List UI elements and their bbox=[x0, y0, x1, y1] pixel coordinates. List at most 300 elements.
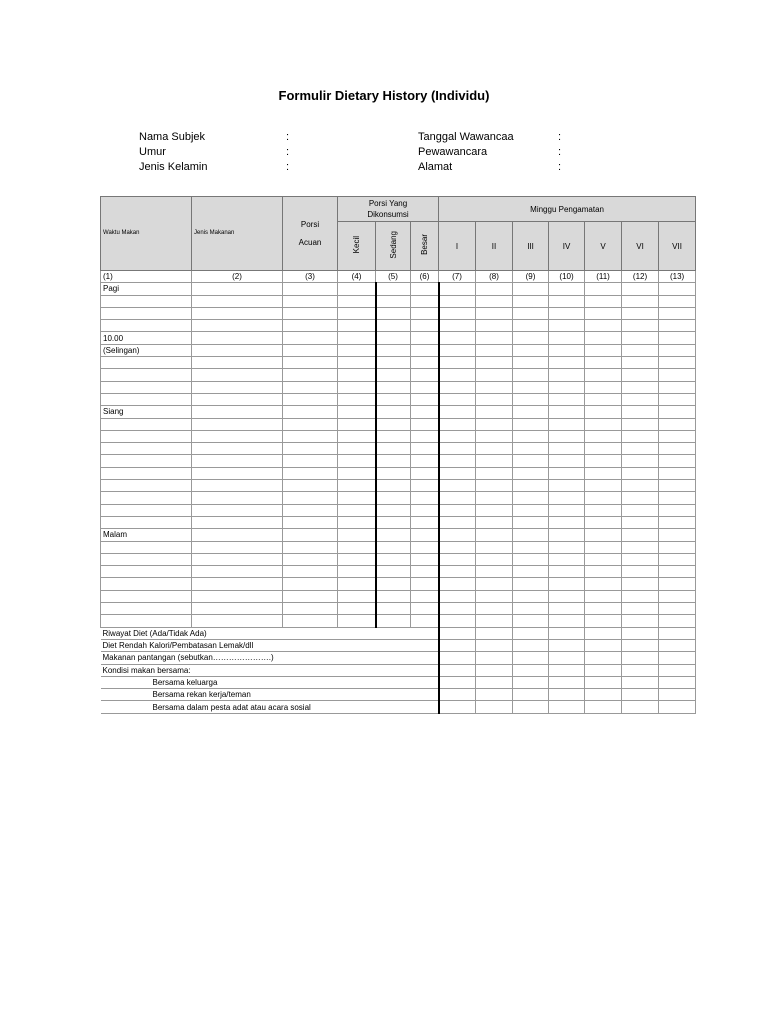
entry-cell[interactable] bbox=[513, 516, 549, 528]
entry-cell[interactable] bbox=[476, 357, 513, 369]
entry-cell[interactable] bbox=[283, 504, 338, 516]
entry-cell[interactable] bbox=[549, 701, 585, 713]
entry-cell[interactable] bbox=[549, 504, 585, 516]
entry-cell[interactable] bbox=[338, 430, 376, 442]
entry-cell[interactable] bbox=[513, 320, 549, 332]
entry-cell[interactable] bbox=[549, 357, 585, 369]
entry-cell[interactable] bbox=[585, 689, 622, 701]
entry-cell[interactable] bbox=[513, 639, 549, 651]
waktu-makan-cell[interactable] bbox=[101, 553, 192, 565]
entry-cell[interactable] bbox=[549, 492, 585, 504]
entry-cell[interactable] bbox=[622, 295, 659, 307]
entry-cell[interactable] bbox=[476, 578, 513, 590]
entry-cell[interactable] bbox=[513, 689, 549, 701]
entry-cell[interactable] bbox=[376, 492, 411, 504]
entry-cell[interactable] bbox=[585, 381, 622, 393]
entry-cell[interactable] bbox=[659, 676, 696, 688]
entry-cell[interactable] bbox=[622, 516, 659, 528]
entry-cell[interactable] bbox=[376, 344, 411, 356]
entry-cell[interactable] bbox=[192, 443, 283, 455]
entry-cell[interactable] bbox=[376, 541, 411, 553]
entry-cell[interactable] bbox=[338, 418, 376, 430]
entry-cell[interactable] bbox=[549, 443, 585, 455]
entry-cell[interactable] bbox=[439, 406, 476, 418]
entry-cell[interactable] bbox=[283, 307, 338, 319]
entry-cell[interactable] bbox=[585, 701, 622, 713]
entry-cell[interactable] bbox=[659, 553, 696, 565]
entry-cell[interactable] bbox=[476, 320, 513, 332]
entry-cell[interactable] bbox=[659, 406, 696, 418]
entry-cell[interactable] bbox=[622, 639, 659, 651]
entry-cell[interactable] bbox=[659, 504, 696, 516]
entry-cell[interactable] bbox=[338, 357, 376, 369]
entry-cell[interactable] bbox=[439, 701, 476, 713]
entry-cell[interactable] bbox=[585, 504, 622, 516]
entry-cell[interactable] bbox=[376, 480, 411, 492]
entry-cell[interactable] bbox=[513, 357, 549, 369]
entry-cell[interactable] bbox=[622, 344, 659, 356]
entry-cell[interactable] bbox=[439, 578, 476, 590]
entry-cell[interactable] bbox=[439, 344, 476, 356]
entry-cell[interactable] bbox=[192, 406, 283, 418]
entry-cell[interactable] bbox=[338, 553, 376, 565]
entry-cell[interactable] bbox=[549, 676, 585, 688]
entry-cell[interactable] bbox=[549, 344, 585, 356]
entry-cell[interactable] bbox=[585, 406, 622, 418]
entry-cell[interactable] bbox=[513, 529, 549, 541]
entry-cell[interactable] bbox=[622, 701, 659, 713]
entry-cell[interactable] bbox=[585, 553, 622, 565]
entry-cell[interactable] bbox=[513, 369, 549, 381]
entry-cell[interactable] bbox=[411, 381, 439, 393]
entry-cell[interactable] bbox=[439, 652, 476, 664]
entry-cell[interactable] bbox=[513, 492, 549, 504]
entry-cell[interactable] bbox=[513, 578, 549, 590]
entry-cell[interactable] bbox=[376, 393, 411, 405]
entry-cell[interactable] bbox=[549, 664, 585, 676]
entry-cell[interactable] bbox=[513, 443, 549, 455]
entry-cell[interactable] bbox=[659, 430, 696, 442]
entry-cell[interactable] bbox=[411, 467, 439, 479]
entry-cell[interactable] bbox=[476, 529, 513, 541]
waktu-makan-cell[interactable] bbox=[101, 393, 192, 405]
entry-cell[interactable] bbox=[513, 590, 549, 602]
entry-cell[interactable] bbox=[192, 430, 283, 442]
entry-cell[interactable] bbox=[338, 443, 376, 455]
waktu-makan-cell[interactable] bbox=[101, 295, 192, 307]
entry-cell[interactable] bbox=[439, 664, 476, 676]
entry-cell[interactable] bbox=[338, 344, 376, 356]
entry-cell[interactable] bbox=[549, 529, 585, 541]
entry-cell[interactable] bbox=[659, 381, 696, 393]
entry-cell[interactable] bbox=[476, 418, 513, 430]
entry-cell[interactable] bbox=[622, 553, 659, 565]
entry-cell[interactable] bbox=[439, 590, 476, 602]
entry-cell[interactable] bbox=[338, 295, 376, 307]
entry-cell[interactable] bbox=[283, 344, 338, 356]
entry-cell[interactable] bbox=[659, 590, 696, 602]
entry-cell[interactable] bbox=[513, 566, 549, 578]
entry-cell[interactable] bbox=[376, 455, 411, 467]
entry-cell[interactable] bbox=[659, 455, 696, 467]
entry-cell[interactable] bbox=[622, 357, 659, 369]
entry-cell[interactable] bbox=[283, 492, 338, 504]
entry-cell[interactable] bbox=[513, 307, 549, 319]
entry-cell[interactable] bbox=[622, 418, 659, 430]
waktu-makan-cell[interactable] bbox=[101, 467, 192, 479]
entry-cell[interactable] bbox=[476, 467, 513, 479]
entry-cell[interactable] bbox=[338, 504, 376, 516]
waktu-makan-cell[interactable] bbox=[101, 480, 192, 492]
entry-cell[interactable] bbox=[439, 295, 476, 307]
entry-cell[interactable] bbox=[192, 369, 283, 381]
entry-cell[interactable] bbox=[338, 320, 376, 332]
entry-cell[interactable] bbox=[376, 529, 411, 541]
entry-cell[interactable] bbox=[439, 676, 476, 688]
entry-cell[interactable] bbox=[585, 443, 622, 455]
entry-cell[interactable] bbox=[411, 516, 439, 528]
entry-cell[interactable] bbox=[513, 652, 549, 664]
entry-cell[interactable] bbox=[338, 615, 376, 627]
entry-cell[interactable] bbox=[283, 553, 338, 565]
entry-cell[interactable] bbox=[622, 541, 659, 553]
entry-cell[interactable] bbox=[338, 590, 376, 602]
entry-cell[interactable] bbox=[659, 516, 696, 528]
waktu-makan-cell[interactable] bbox=[101, 307, 192, 319]
entry-cell[interactable] bbox=[659, 393, 696, 405]
entry-cell[interactable] bbox=[622, 627, 659, 639]
entry-cell[interactable] bbox=[549, 430, 585, 442]
entry-cell[interactable] bbox=[513, 603, 549, 615]
entry-cell[interactable] bbox=[439, 307, 476, 319]
entry-cell[interactable] bbox=[376, 332, 411, 344]
entry-cell[interactable] bbox=[476, 492, 513, 504]
entry-cell[interactable] bbox=[283, 332, 338, 344]
waktu-makan-cell[interactable] bbox=[101, 369, 192, 381]
entry-cell[interactable] bbox=[659, 615, 696, 627]
entry-cell[interactable] bbox=[659, 295, 696, 307]
entry-cell[interactable] bbox=[439, 516, 476, 528]
entry-cell[interactable] bbox=[411, 553, 439, 565]
entry-cell[interactable] bbox=[585, 578, 622, 590]
waktu-makan-cell[interactable] bbox=[101, 443, 192, 455]
entry-cell[interactable] bbox=[476, 369, 513, 381]
entry-cell[interactable] bbox=[476, 295, 513, 307]
entry-cell[interactable] bbox=[549, 295, 585, 307]
entry-cell[interactable] bbox=[549, 393, 585, 405]
entry-cell[interactable] bbox=[338, 381, 376, 393]
entry-cell[interactable] bbox=[439, 627, 476, 639]
entry-cell[interactable] bbox=[585, 541, 622, 553]
waktu-makan-cell[interactable] bbox=[101, 492, 192, 504]
waktu-makan-cell[interactable] bbox=[101, 603, 192, 615]
entry-cell[interactable] bbox=[439, 393, 476, 405]
entry-cell[interactable] bbox=[283, 590, 338, 602]
entry-cell[interactable] bbox=[476, 381, 513, 393]
entry-cell[interactable] bbox=[659, 320, 696, 332]
entry-cell[interactable] bbox=[192, 541, 283, 553]
waktu-makan-cell[interactable] bbox=[101, 516, 192, 528]
entry-cell[interactable] bbox=[476, 455, 513, 467]
entry-cell[interactable] bbox=[622, 603, 659, 615]
entry-cell[interactable] bbox=[283, 603, 338, 615]
entry-cell[interactable] bbox=[622, 443, 659, 455]
entry-cell[interactable] bbox=[476, 590, 513, 602]
entry-cell[interactable] bbox=[439, 418, 476, 430]
entry-cell[interactable] bbox=[513, 295, 549, 307]
entry-cell[interactable] bbox=[376, 603, 411, 615]
entry-cell[interactable] bbox=[283, 529, 338, 541]
entry-cell[interactable] bbox=[549, 455, 585, 467]
entry-cell[interactable] bbox=[411, 578, 439, 590]
entry-cell[interactable] bbox=[376, 590, 411, 602]
entry-cell[interactable] bbox=[659, 480, 696, 492]
entry-cell[interactable] bbox=[338, 332, 376, 344]
entry-cell[interactable] bbox=[439, 381, 476, 393]
entry-cell[interactable] bbox=[622, 332, 659, 344]
entry-cell[interactable] bbox=[549, 332, 585, 344]
entry-cell[interactable] bbox=[376, 381, 411, 393]
entry-cell[interactable] bbox=[659, 283, 696, 295]
entry-cell[interactable] bbox=[192, 480, 283, 492]
entry-cell[interactable] bbox=[513, 430, 549, 442]
entry-cell[interactable] bbox=[513, 418, 549, 430]
entry-cell[interactable] bbox=[622, 652, 659, 664]
entry-cell[interactable] bbox=[659, 541, 696, 553]
entry-cell[interactable] bbox=[476, 553, 513, 565]
entry-cell[interactable] bbox=[338, 393, 376, 405]
entry-cell[interactable] bbox=[192, 381, 283, 393]
entry-cell[interactable] bbox=[585, 418, 622, 430]
entry-cell[interactable] bbox=[192, 529, 283, 541]
entry-cell[interactable] bbox=[411, 590, 439, 602]
entry-cell[interactable] bbox=[549, 307, 585, 319]
entry-cell[interactable] bbox=[338, 566, 376, 578]
entry-cell[interactable] bbox=[439, 639, 476, 651]
entry-cell[interactable] bbox=[549, 320, 585, 332]
entry-cell[interactable] bbox=[192, 553, 283, 565]
entry-cell[interactable] bbox=[513, 480, 549, 492]
entry-cell[interactable] bbox=[192, 504, 283, 516]
entry-cell[interactable] bbox=[338, 492, 376, 504]
waktu-makan-cell[interactable] bbox=[101, 357, 192, 369]
entry-cell[interactable] bbox=[549, 516, 585, 528]
entry-cell[interactable] bbox=[585, 480, 622, 492]
entry-cell[interactable] bbox=[283, 406, 338, 418]
waktu-makan-cell[interactable] bbox=[101, 455, 192, 467]
entry-cell[interactable] bbox=[338, 467, 376, 479]
entry-cell[interactable] bbox=[622, 283, 659, 295]
entry-cell[interactable] bbox=[439, 332, 476, 344]
entry-cell[interactable] bbox=[659, 529, 696, 541]
entry-cell[interactable] bbox=[585, 566, 622, 578]
entry-cell[interactable] bbox=[549, 578, 585, 590]
entry-cell[interactable] bbox=[476, 603, 513, 615]
entry-cell[interactable] bbox=[411, 418, 439, 430]
entry-cell[interactable] bbox=[192, 455, 283, 467]
entry-cell[interactable] bbox=[585, 492, 622, 504]
entry-cell[interactable] bbox=[476, 652, 513, 664]
entry-cell[interactable] bbox=[585, 603, 622, 615]
entry-cell[interactable] bbox=[659, 652, 696, 664]
entry-cell[interactable] bbox=[622, 578, 659, 590]
entry-cell[interactable] bbox=[585, 295, 622, 307]
entry-cell[interactable] bbox=[549, 689, 585, 701]
entry-cell[interactable] bbox=[283, 443, 338, 455]
entry-cell[interactable] bbox=[659, 467, 696, 479]
entry-cell[interactable] bbox=[476, 627, 513, 639]
entry-cell[interactable] bbox=[192, 344, 283, 356]
entry-cell[interactable] bbox=[513, 541, 549, 553]
entry-cell[interactable] bbox=[338, 529, 376, 541]
entry-cell[interactable] bbox=[513, 455, 549, 467]
entry-cell[interactable] bbox=[585, 455, 622, 467]
entry-cell[interactable] bbox=[622, 689, 659, 701]
entry-cell[interactable] bbox=[622, 467, 659, 479]
entry-cell[interactable] bbox=[283, 381, 338, 393]
entry-cell[interactable] bbox=[376, 578, 411, 590]
entry-cell[interactable] bbox=[283, 566, 338, 578]
entry-cell[interactable] bbox=[439, 467, 476, 479]
entry-cell[interactable] bbox=[376, 369, 411, 381]
entry-cell[interactable] bbox=[376, 467, 411, 479]
entry-cell[interactable] bbox=[549, 467, 585, 479]
entry-cell[interactable] bbox=[376, 615, 411, 627]
entry-cell[interactable] bbox=[283, 615, 338, 627]
entry-cell[interactable] bbox=[476, 504, 513, 516]
entry-cell[interactable] bbox=[549, 480, 585, 492]
entry-cell[interactable] bbox=[476, 676, 513, 688]
entry-cell[interactable] bbox=[411, 455, 439, 467]
entry-cell[interactable] bbox=[283, 357, 338, 369]
entry-cell[interactable] bbox=[476, 480, 513, 492]
entry-cell[interactable] bbox=[585, 639, 622, 651]
entry-cell[interactable] bbox=[585, 393, 622, 405]
entry-cell[interactable] bbox=[513, 664, 549, 676]
entry-cell[interactable] bbox=[476, 344, 513, 356]
entry-cell[interactable] bbox=[283, 455, 338, 467]
entry-cell[interactable] bbox=[476, 283, 513, 295]
entry-cell[interactable] bbox=[376, 504, 411, 516]
waktu-makan-cell[interactable] bbox=[101, 381, 192, 393]
entry-cell[interactable] bbox=[376, 566, 411, 578]
entry-cell[interactable] bbox=[476, 639, 513, 651]
entry-cell[interactable] bbox=[439, 615, 476, 627]
entry-cell[interactable] bbox=[192, 295, 283, 307]
entry-cell[interactable] bbox=[192, 307, 283, 319]
entry-cell[interactable] bbox=[622, 381, 659, 393]
entry-cell[interactable] bbox=[513, 553, 549, 565]
entry-cell[interactable] bbox=[192, 393, 283, 405]
waktu-makan-cell[interactable] bbox=[101, 578, 192, 590]
entry-cell[interactable] bbox=[659, 357, 696, 369]
entry-cell[interactable] bbox=[338, 578, 376, 590]
entry-cell[interactable] bbox=[659, 603, 696, 615]
entry-cell[interactable] bbox=[585, 283, 622, 295]
waktu-makan-cell[interactable] bbox=[101, 541, 192, 553]
entry-cell[interactable] bbox=[411, 529, 439, 541]
entry-cell[interactable] bbox=[192, 590, 283, 602]
entry-cell[interactable] bbox=[622, 406, 659, 418]
entry-cell[interactable] bbox=[622, 492, 659, 504]
entry-cell[interactable] bbox=[549, 566, 585, 578]
entry-cell[interactable] bbox=[439, 492, 476, 504]
entry-cell[interactable] bbox=[549, 603, 585, 615]
entry-cell[interactable] bbox=[411, 443, 439, 455]
entry-cell[interactable] bbox=[513, 283, 549, 295]
entry-cell[interactable] bbox=[439, 480, 476, 492]
entry-cell[interactable] bbox=[549, 639, 585, 651]
entry-cell[interactable] bbox=[585, 467, 622, 479]
entry-cell[interactable] bbox=[476, 566, 513, 578]
entry-cell[interactable] bbox=[549, 541, 585, 553]
entry-cell[interactable] bbox=[549, 590, 585, 602]
entry-cell[interactable] bbox=[513, 344, 549, 356]
entry-cell[interactable] bbox=[513, 393, 549, 405]
entry-cell[interactable] bbox=[476, 443, 513, 455]
entry-cell[interactable] bbox=[513, 381, 549, 393]
entry-cell[interactable] bbox=[585, 664, 622, 676]
entry-cell[interactable] bbox=[192, 492, 283, 504]
entry-cell[interactable] bbox=[192, 320, 283, 332]
entry-cell[interactable] bbox=[192, 615, 283, 627]
entry-cell[interactable] bbox=[476, 615, 513, 627]
entry-cell[interactable] bbox=[476, 516, 513, 528]
entry-cell[interactable] bbox=[439, 443, 476, 455]
entry-cell[interactable] bbox=[622, 529, 659, 541]
entry-cell[interactable] bbox=[283, 480, 338, 492]
waktu-makan-cell[interactable] bbox=[101, 504, 192, 516]
entry-cell[interactable] bbox=[585, 529, 622, 541]
entry-cell[interactable] bbox=[659, 492, 696, 504]
entry-cell[interactable] bbox=[411, 430, 439, 442]
entry-cell[interactable] bbox=[549, 381, 585, 393]
entry-cell[interactable] bbox=[376, 283, 411, 295]
entry-cell[interactable] bbox=[659, 566, 696, 578]
entry-cell[interactable] bbox=[439, 357, 476, 369]
entry-cell[interactable] bbox=[283, 295, 338, 307]
entry-cell[interactable] bbox=[439, 455, 476, 467]
entry-cell[interactable] bbox=[338, 516, 376, 528]
entry-cell[interactable] bbox=[283, 320, 338, 332]
waktu-makan-cell[interactable] bbox=[101, 418, 192, 430]
entry-cell[interactable] bbox=[622, 566, 659, 578]
entry-cell[interactable] bbox=[338, 369, 376, 381]
entry-cell[interactable] bbox=[622, 320, 659, 332]
entry-cell[interactable] bbox=[411, 615, 439, 627]
entry-cell[interactable] bbox=[338, 406, 376, 418]
entry-cell[interactable] bbox=[659, 344, 696, 356]
entry-cell[interactable] bbox=[659, 639, 696, 651]
entry-cell[interactable] bbox=[659, 701, 696, 713]
entry-cell[interactable] bbox=[439, 541, 476, 553]
entry-cell[interactable] bbox=[283, 393, 338, 405]
entry-cell[interactable] bbox=[585, 369, 622, 381]
entry-cell[interactable] bbox=[411, 406, 439, 418]
entry-cell[interactable] bbox=[376, 406, 411, 418]
entry-cell[interactable] bbox=[411, 295, 439, 307]
entry-cell[interactable] bbox=[411, 566, 439, 578]
entry-cell[interactable] bbox=[411, 492, 439, 504]
entry-cell[interactable] bbox=[439, 283, 476, 295]
entry-cell[interactable] bbox=[411, 393, 439, 405]
entry-cell[interactable] bbox=[622, 664, 659, 676]
waktu-makan-cell[interactable] bbox=[101, 430, 192, 442]
entry-cell[interactable] bbox=[476, 689, 513, 701]
entry-cell[interactable] bbox=[622, 676, 659, 688]
entry-cell[interactable] bbox=[338, 283, 376, 295]
entry-cell[interactable] bbox=[513, 627, 549, 639]
